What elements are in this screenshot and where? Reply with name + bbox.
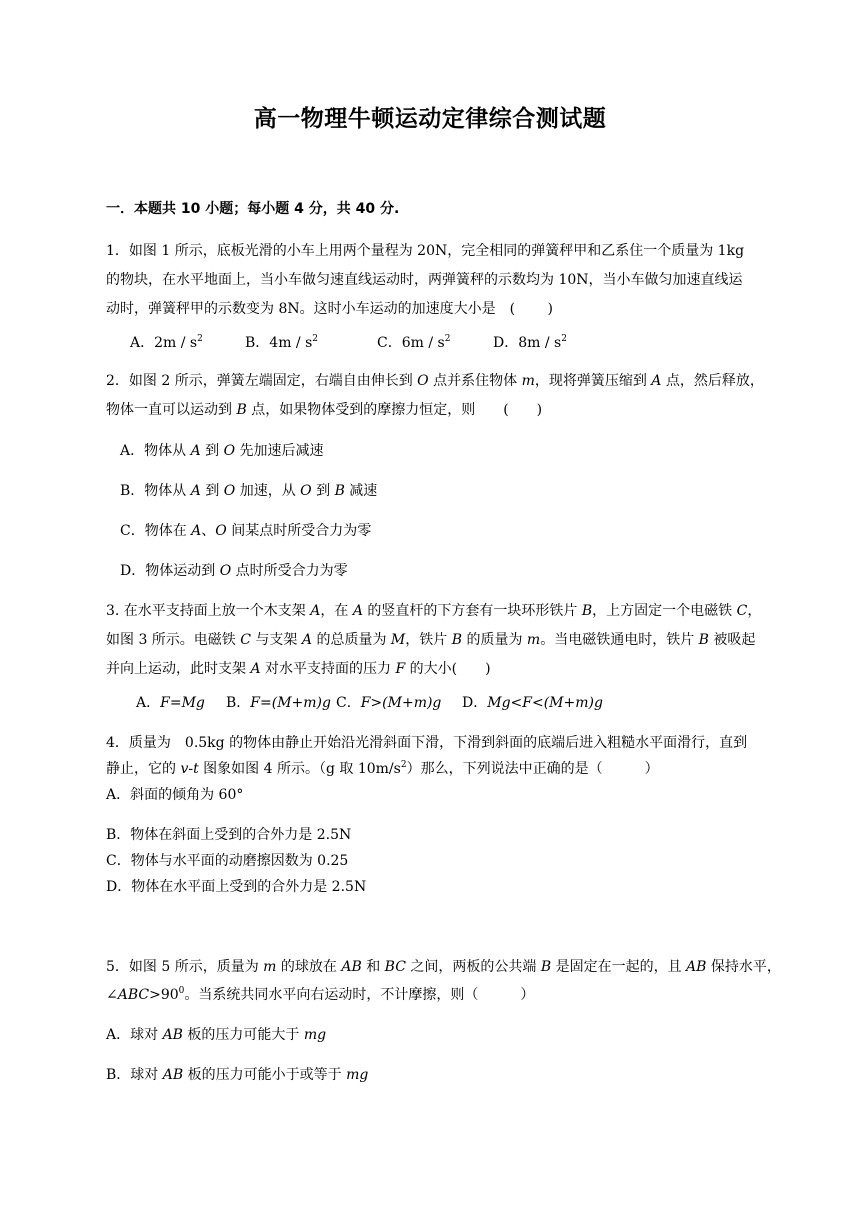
- q5-line-1: 5．如图 5 所示，质量为 m 的球放在 AB 和 BC 之间，两板的公共端 B 是固定在一起的，且 AB 保持水平，: [106, 959, 781, 975]
- q3-option-c: C．F>(M+m)g: [336, 695, 442, 711]
- q2-option-a: A．物体从 A 到 O 先加速后减速: [120, 443, 324, 459]
- q3-line-2: 如图 3 所示。电磁铁 C 与支架 A 的总质量为 M，铁片 B 的质量为 m。当电磁铁通电时，铁片 B 被吸起: [106, 632, 756, 648]
- q2-line-1: 2．如图 2 所示，弹簧左端固定，右端自由伸长到 O 点并系住物体 m，现将弹簧压缩到 A 点，然后释放，: [106, 373, 764, 389]
- q3-line-1: 3. 在水平支持面上放一个木支架 A，在 A 的竖直杆的下方套有一块环形铁片 B，上方固定一个电磁铁 C，: [106, 603, 762, 619]
- q4-line-1: 4．质量为 0.5kg 的物体由静止开始沿光滑斜面下滑，下滑到斜面的底端后进入粗糙水平面滑行，直到: [106, 735, 748, 751]
- q2-option-b: B．物体从 A 到 O 加速，从 O 到 B 减速: [120, 483, 378, 499]
- section-heading: 一．本题共 10 小题；每小题 4 分，共 40 分.: [106, 201, 400, 217]
- q3-line-3: 并向上运动，此时支架 A 对水平支持面的压力 F 的大小( ): [106, 661, 491, 677]
- q1-option-b: B．$4m / s^2$: [245, 334, 319, 351]
- q3-option-b: B．F=(M+m)g: [226, 695, 331, 711]
- q2-option-c: C．物体在 A、O 间某点时所受合力为零: [120, 523, 372, 539]
- q1-option-d: D．$8m / s^2$: [493, 334, 567, 351]
- page-title: 高一物理牛顿运动定律综合测试题: [253, 106, 607, 132]
- q2-line-2: 物体一直可以运动到 B 点，如果物体受到的摩擦力恒定，则 ( ): [106, 402, 543, 418]
- q4-option-b: B．物体在斜面上受到的合外力是 2.5N: [106, 827, 352, 843]
- q1-option-a: A．$2m / s^2$: [130, 334, 203, 351]
- q1-line-2: 的物块，在水平地面上，当小车做匀速直线运动时，两弹簧秤的示数均为 10N，当小车做匀加速直线运: [106, 272, 743, 288]
- q5-option-a: A．球对 AB 板的压力可能大于 mg: [106, 1027, 327, 1043]
- q5-line-2: $\angle ABC>90^0$。当系统共同水平向右运动时，不计摩擦，则（ ）: [106, 986, 535, 1003]
- q5-option-b: B．球对 AB 板的压力可能小于或等于 mg: [106, 1067, 369, 1083]
- q1-line-3: 动时，弹簧秤甲的示数变为 8N。这时小车运动的加速度大小是 ( ): [106, 301, 553, 317]
- q4-option-c: C．物体与水平面的动磨擦因数为 0.25: [106, 853, 349, 869]
- q1-line-1: 1．如图 1 所示，底板光滑的小车上用两个量程为 20N，完全相同的弹簧秤甲和乙系住一个质量为 1kg: [106, 243, 745, 259]
- q2-option-d: D．物体运动到 O 点时所受合力为零: [120, 563, 348, 579]
- q4-line-2: 静止，它的 v-t 图象如图 4 所示。（g 取 $10m/s^2$）那么，下列说法中正确的是（ ）: [106, 760, 659, 777]
- q1-option-c: C．$6m / s^2$: [377, 334, 451, 351]
- q4-option-a: A．斜面的倾角为 60°: [106, 787, 244, 803]
- q4-option-d: D．物体在水平面上受到的合外力是 2.5N: [106, 879, 367, 895]
- q3-option-d: D．Mg<F<(M+m)g: [462, 695, 603, 711]
- q3-option-a: A．F=Mg: [136, 695, 205, 711]
